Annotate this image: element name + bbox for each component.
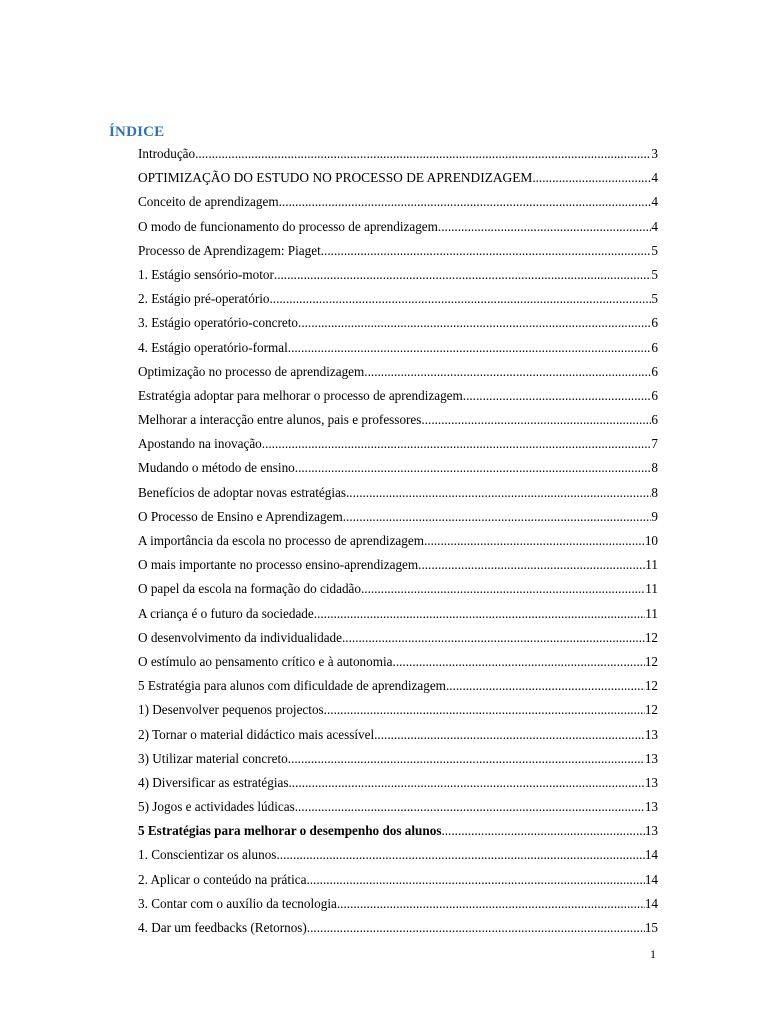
toc-entry-page-number: 5: [651, 291, 658, 307]
toc-entry[interactable]: [138, 360, 658, 384]
toc-entry-page-number: 12: [644, 629, 658, 645]
toc-entry-page-number: 11: [645, 557, 658, 573]
toc-entry[interactable]: [138, 771, 658, 795]
toc-entry[interactable]: [138, 505, 658, 529]
toc-entry-page-number: 9: [651, 508, 658, 524]
toc-entry[interactable]: [138, 408, 658, 432]
toc-entry-page-number: 13: [644, 726, 658, 742]
toc-dot-leader: [276, 843, 644, 867]
toc-entry[interactable]: [138, 892, 658, 916]
toc-dot-leader: [314, 602, 646, 626]
toc-entry-page-number: 4: [651, 218, 658, 234]
toc-entry-title: 2. Estágio pré-operatório: [138, 291, 270, 307]
toc-entry[interactable]: [138, 626, 658, 650]
toc-entry-title: 2) Tornar o material didáctico mais acessível: [138, 726, 375, 742]
toc-dot-leader: [298, 311, 651, 335]
toc-entry[interactable]: [138, 819, 658, 843]
table-of-contents: [138, 142, 658, 940]
toc-dot-leader: [393, 650, 645, 674]
toc-dot-leader: [295, 795, 645, 819]
toc-entry[interactable]: [138, 674, 658, 698]
toc-dot-leader: [421, 408, 651, 432]
toc-dot-leader: [288, 336, 652, 360]
toc-entry-page-number: 12: [644, 653, 658, 669]
toc-entry-title: 1) Desenvolver pequenos projectos: [138, 702, 324, 718]
toc-entry-page-number: 14: [644, 871, 658, 887]
toc-entry[interactable]: [138, 481, 658, 505]
toc-entry-title: 1. Estágio sensório-motor: [138, 266, 274, 282]
toc-entry-page-number: 6: [651, 363, 658, 379]
toc-entry-page-number: 14: [644, 895, 658, 911]
toc-entry[interactable]: [138, 190, 658, 214]
toc-entry-title: Processo de Aprendizagem: Piaget: [138, 242, 321, 258]
toc-entry-title: O desenvolvimento da individualidade: [138, 629, 342, 645]
toc-dot-leader: [343, 505, 652, 529]
toc-entry-page-number: 6: [651, 387, 658, 403]
toc-entry-title: 4) Diversificar as estratégias: [138, 774, 289, 790]
toc-dot-leader: [361, 577, 645, 601]
toc-entry-page-number: 5: [651, 242, 658, 258]
toc-entry[interactable]: [138, 384, 658, 408]
toc-entry-title: 5 Estratégia para alunos com dificuldade de aprendizagem: [138, 678, 446, 694]
toc-dot-leader: [418, 553, 645, 577]
toc-dot-leader: [441, 819, 644, 843]
toc-entry-title: A importância da escola no processo de aprendizagem: [138, 533, 424, 548]
toc-entry-title: 2. Aplicar o conteúdo na prática: [138, 871, 307, 887]
toc-entry-title: O modo de funcionamento do processo de aprendizagem: [138, 218, 438, 234]
toc-entry-page-number: 11: [645, 581, 658, 597]
toc-entry[interactable]: [138, 142, 658, 166]
toc-entry-page-number: 5: [651, 266, 658, 282]
toc-entry[interactable]: [138, 698, 658, 722]
toc-entry-page-number: 10: [644, 533, 658, 548]
toc-entry[interactable]: [138, 336, 658, 360]
toc-entry-page-number: 6: [651, 412, 658, 428]
toc-entry-title: Mudando o método de ensino: [138, 460, 295, 476]
toc-entry-page-number: 13: [644, 774, 658, 790]
toc-entry-page-number: 4: [651, 194, 658, 210]
toc-entry-title: Estratégia adoptar para melhorar o processo de aprendizagem: [138, 387, 463, 403]
toc-entry[interactable]: [138, 263, 658, 287]
toc-dot-leader: [321, 239, 652, 263]
toc-entry[interactable]: [138, 239, 658, 263]
toc-entry[interactable]: [138, 650, 658, 674]
toc-dot-leader: [346, 481, 651, 505]
toc-entry[interactable]: [138, 215, 658, 239]
toc-dot-leader: [269, 287, 651, 311]
toc-entry-title: O Processo de Ensino e Aprendizagem: [138, 508, 343, 524]
toc-dot-leader: [463, 384, 652, 408]
toc-entry[interactable]: [138, 602, 658, 626]
toc-dot-leader: [424, 529, 645, 553]
toc-dot-leader: [274, 263, 652, 287]
toc-entry[interactable]: [138, 432, 658, 456]
toc-entry[interactable]: [138, 795, 658, 819]
toc-entry-title: O papel da escola na formação do cidadão: [138, 581, 361, 597]
toc-dot-leader: [342, 626, 645, 650]
toc-entry-page-number: 13: [644, 823, 658, 839]
toc-entry-title: Introdução: [138, 146, 196, 161]
toc-dot-leader: [262, 432, 652, 456]
toc-dot-leader: [289, 771, 645, 795]
toc-entry-title: 5 Estratégias para melhorar o desempenho dos alunos: [138, 823, 442, 839]
toc-entry-page-number: 4: [651, 170, 658, 186]
toc-entry-title: Melhorar a interacção entre alunos, pais e professores: [138, 412, 422, 428]
toc-entry-title: O estímulo ao pensamento crítico e à autonomia: [138, 653, 393, 669]
toc-entry-title: 4. Estágio operatório-formal: [138, 339, 288, 355]
toc-dot-leader: [374, 723, 645, 747]
toc-entry[interactable]: [138, 916, 658, 940]
toc-entry[interactable]: [138, 577, 658, 601]
toc-entry-page-number: 11: [645, 605, 658, 621]
toc-entry-title: O mais importante no processo ensino-aprendizagem: [138, 557, 419, 573]
toc-entry[interactable]: [138, 287, 658, 311]
toc-entry-page-number: 8: [651, 484, 658, 500]
toc-entry-title: Apostando na inovação: [138, 436, 262, 452]
toc-entry[interactable]: [138, 747, 658, 771]
toc-dot-leader: [279, 190, 652, 214]
toc-dot-leader: [307, 916, 645, 940]
toc-entry-title: 4. Dar um feedbacks (Retornos): [138, 920, 307, 935]
toc-entry[interactable]: [138, 166, 658, 190]
toc-entry[interactable]: [138, 723, 658, 747]
toc-entry-page-number: 12: [644, 678, 658, 694]
toc-entry-page-number: 15: [644, 920, 658, 935]
toc-entry-title: Benefícios de adoptar novas estratégias: [138, 484, 346, 500]
toc-entry-page-number: 13: [644, 750, 658, 766]
page-number: 1: [650, 947, 656, 961]
toc-entry-title: Conceito de aprendizagem: [138, 194, 279, 210]
toc-dot-leader: [364, 360, 651, 384]
toc-entry-page-number: 12: [644, 702, 658, 718]
toc-entry-page-number: 7: [651, 436, 658, 452]
toc-dot-leader: [195, 142, 651, 166]
toc-entry[interactable]: [138, 843, 658, 867]
toc-entry-page-number: 6: [651, 315, 658, 331]
toc-dot-leader: [446, 674, 645, 698]
toc-entry[interactable]: [138, 553, 658, 577]
toc-entry[interactable]: [138, 456, 658, 480]
toc-dot-leader: [288, 747, 645, 771]
toc-dot-leader: [337, 892, 645, 916]
toc-entry-title: 5) Jogos e actividades lúdicas: [138, 799, 295, 815]
toc-dot-leader: [438, 215, 651, 239]
toc-dot-leader: [295, 456, 652, 480]
toc-entry-page-number: 3: [651, 146, 658, 161]
toc-entry-title: Optimização no processo de aprendizagem: [138, 363, 365, 379]
toc-dot-leader: [306, 868, 644, 892]
toc-entry-page-number: 13: [644, 799, 658, 815]
toc-entry-title: 3. Contar com o auxílio da tecnologia: [138, 895, 337, 911]
toc-dot-leader: [532, 166, 651, 190]
toc-entry-title: 1. Conscientizar os alunos: [138, 847, 277, 863]
toc-entry-title: 3. Estágio operatório-concreto: [138, 315, 299, 331]
toc-entry-title: OPTIMIZAÇÃO DO ESTUDO NO PROCESSO DE APRENDIZAGEM: [138, 170, 533, 186]
toc-entry-page-number: 14: [644, 847, 658, 863]
toc-dot-leader: [324, 698, 645, 722]
toc-entry[interactable]: [138, 311, 658, 335]
toc-entry-title: A criança é o futuro da sociedade: [138, 605, 314, 621]
toc-entry-title: 3) Utilizar material concreto: [138, 750, 288, 766]
toc-entry[interactable]: [138, 868, 658, 892]
toc-heading: ÍNDICE: [109, 124, 165, 140]
toc-entry[interactable]: [138, 529, 658, 553]
toc-entry-page-number: 8: [651, 460, 658, 476]
toc-entry-page-number: 6: [651, 339, 658, 355]
